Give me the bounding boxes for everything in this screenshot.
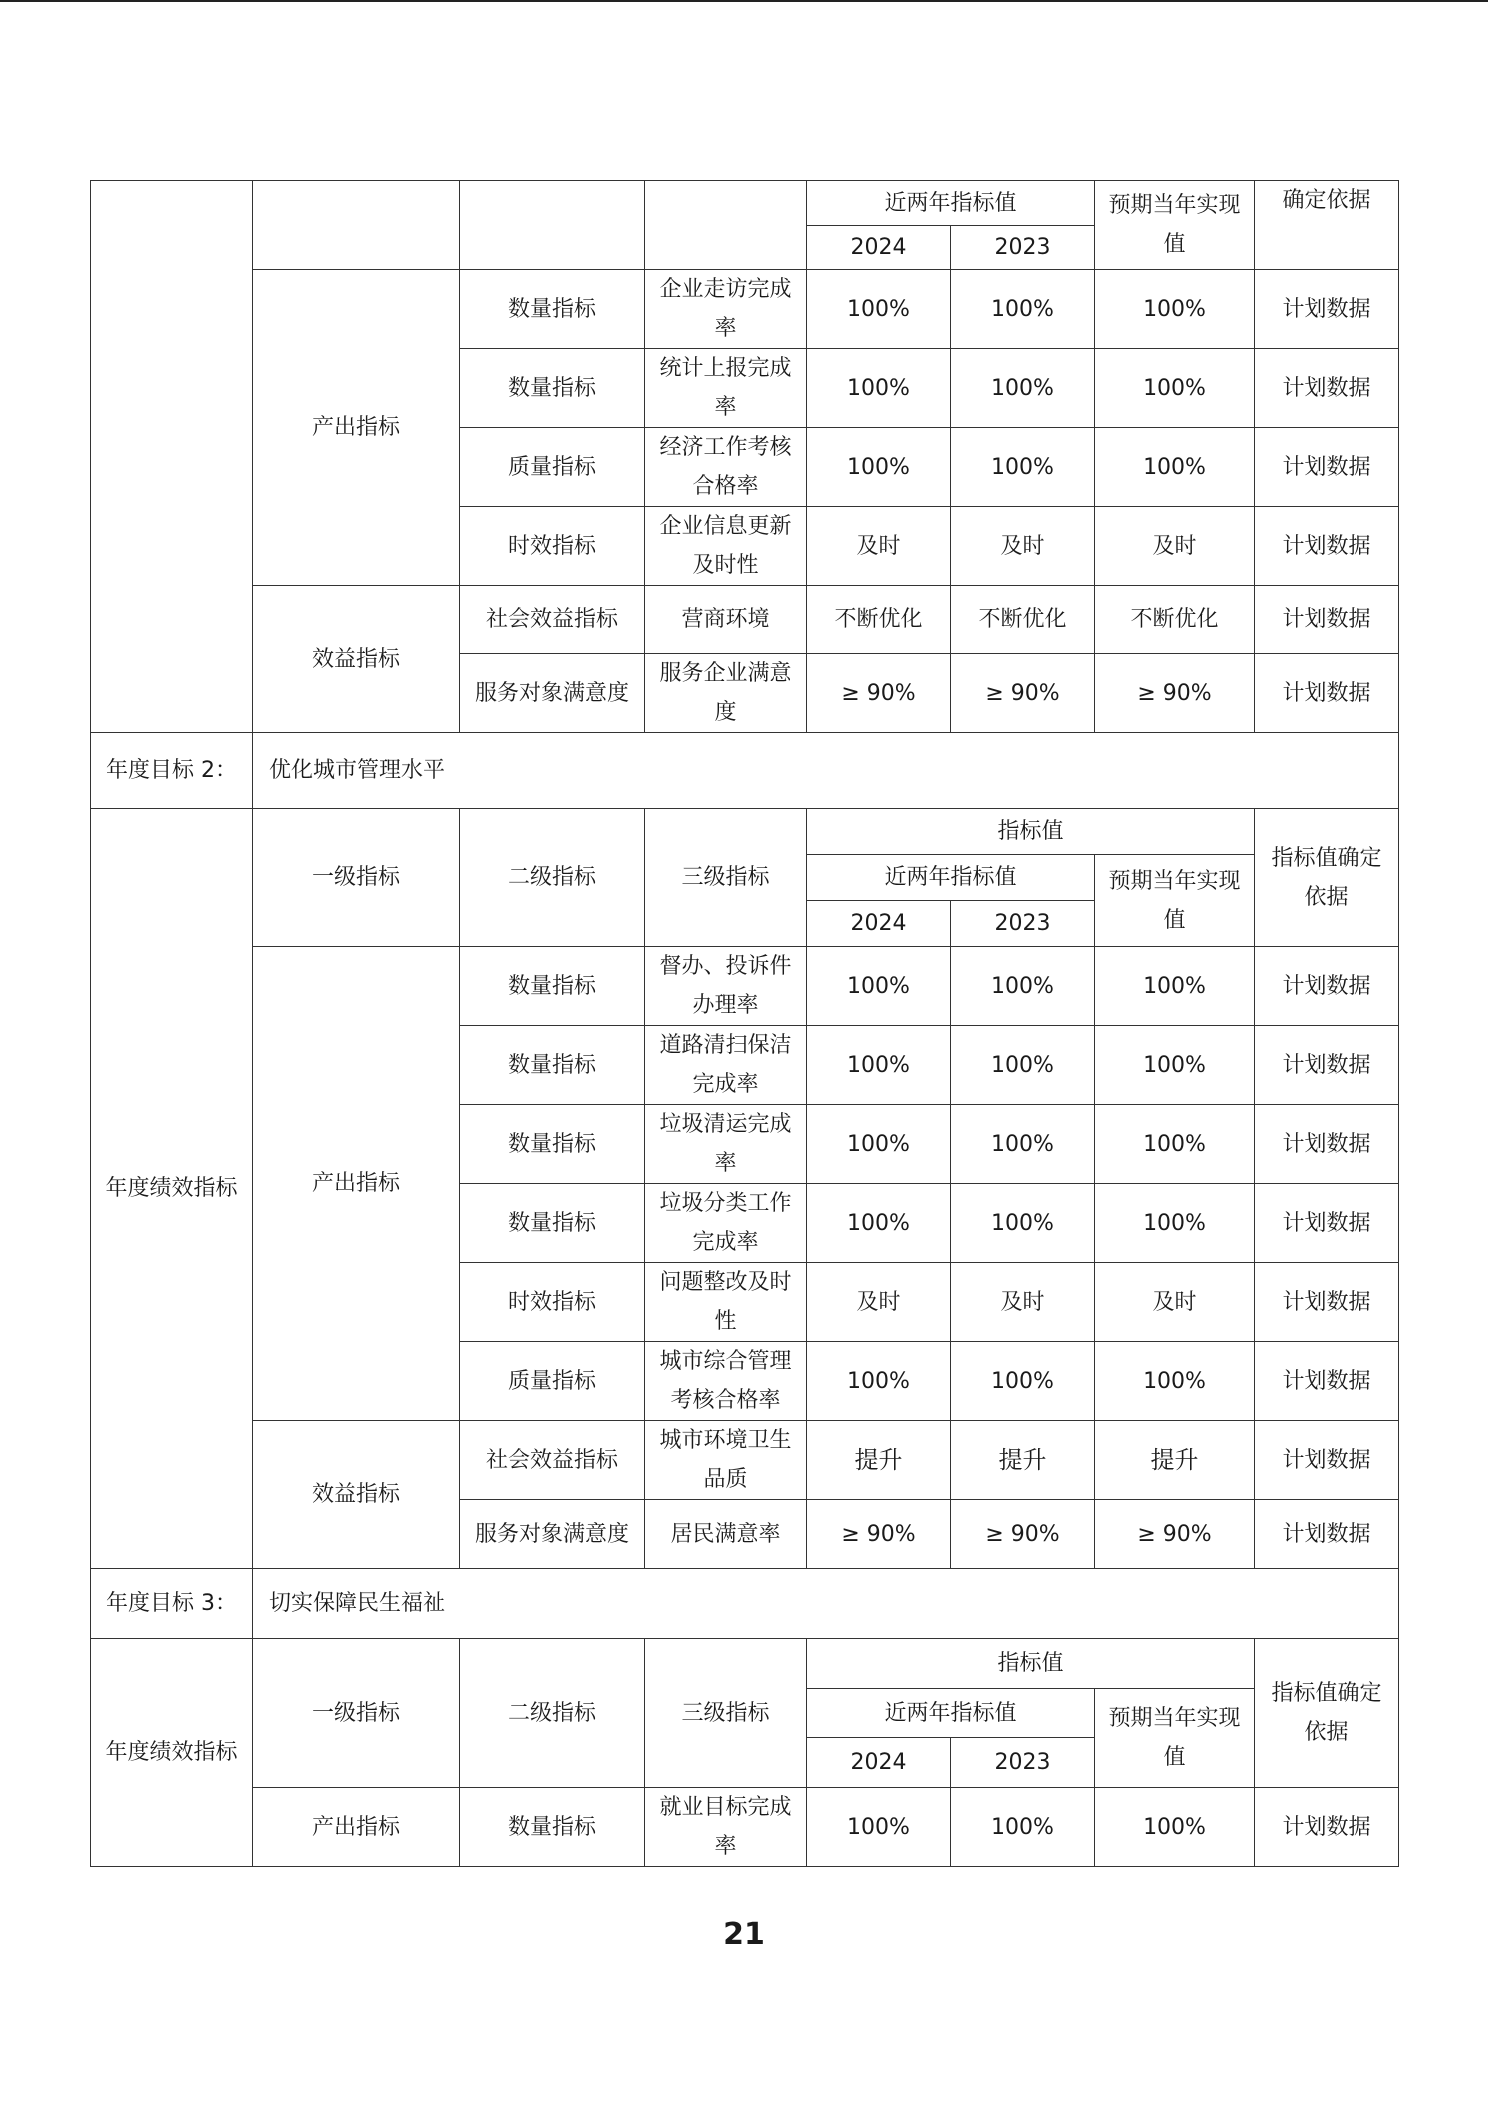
table-row: 效益指标 社会效益指标 城市环境卫生品质 提升 提升 提升 计划数据 (91, 1421, 1399, 1500)
section2-side-label: 年度绩效指标 (91, 809, 253, 1569)
section3-header-l2: 二级指标 (460, 1639, 645, 1788)
section1-header-blank-l3 (645, 181, 807, 270)
table-row: 数量指标 垃圾清运完成率 100% 100% 100% 计划数据 (91, 1105, 1399, 1184)
section3-header-2023: 2023 (951, 1738, 1095, 1788)
section2-group-benefit: 效益指标 (253, 1421, 460, 1569)
goal3-label: 年度目标 3： (91, 1569, 253, 1639)
header-expected: 预期当年实现值 (1095, 181, 1255, 270)
goal2-row (91, 733, 1399, 809)
section1-header-blank-l2 (460, 181, 645, 270)
section2-header-2024: 2024 (807, 901, 951, 947)
table-row: 时效指标 企业信息更新及时性 及时 及时 及时 计划数据 (91, 507, 1399, 586)
table-row: 产出指标 数量指标 就业目标完成率 100% 100% 100% 计划数据 (91, 1788, 1399, 1867)
goal3-text: 切实保障民生福祉 (253, 1569, 1399, 1639)
section3-header-indicator-value: 指标值 (807, 1639, 1255, 1689)
table-row: 服务对象满意度 居民满意率 ≥ 90% ≥ 90% ≥ 90% 计划数据 (91, 1500, 1399, 1569)
table-row: 数量指标 垃圾分类工作完成率 100% 100% 100% 计划数据 (91, 1184, 1399, 1263)
section2-header-2023: 2023 (951, 901, 1095, 947)
section3-header-recent: 近两年指标值 (807, 1689, 1095, 1738)
section2-header-indicator-value: 指标值 (807, 809, 1255, 855)
header-basis: 确定依据 (1255, 181, 1399, 270)
goal2-text: 优化城市管理水平 (253, 733, 1399, 809)
section2-header-l1: 一级指标 (253, 809, 460, 947)
table-row: 时效指标 问题整改及时性 及时 及时 及时 计划数据 (91, 1263, 1399, 1342)
goal3-row (91, 1569, 1399, 1639)
section3-header-expected: 预期当年实现值 (1095, 1689, 1255, 1788)
goal2-label: 年度目标 2： (91, 733, 253, 809)
header-year-2024: 2024 (807, 226, 951, 270)
performance-indicator-table (90, 180, 1399, 1867)
section2-header-basis: 指标值确定依据 (1255, 809, 1399, 947)
section2-header-expected: 预期当年实现值 (1095, 855, 1255, 947)
page-number: 21 (723, 1917, 765, 1952)
table-row: 产出指标 数量指标 督办、投诉件办理率 100% 100% 100% 计划数据 (91, 947, 1399, 1026)
table-row: 数量指标 统计上报完成率 100% 100% 100% 计划数据 (91, 349, 1399, 428)
group-benefit-label: 效益指标 (253, 586, 460, 733)
table-row: 数量指标 道路清扫保洁完成率 100% 100% 100% 计划数据 (91, 1026, 1399, 1105)
section2-header-recent: 近两年指标值 (807, 855, 1095, 901)
section2-group-output: 产出指标 (253, 947, 460, 1421)
section3-header-l3: 三级指标 (645, 1639, 807, 1788)
table-row: 质量指标 经济工作考核合格率 100% 100% 100% 计划数据 (91, 428, 1399, 507)
section1-header-blank-l1 (253, 181, 460, 270)
section3-side-label: 年度绩效指标 (91, 1639, 253, 1867)
section3-header-2024: 2024 (807, 1738, 951, 1788)
section3-header-l1: 一级指标 (253, 1639, 460, 1788)
header-year-2023: 2023 (951, 226, 1095, 270)
group-output-label: 产出指标 (253, 270, 460, 586)
page-top-border (0, 0, 1488, 2)
section2-header-l2: 二级指标 (460, 809, 645, 947)
header-recent-two-years: 近两年指标值 (807, 181, 1095, 226)
section3-header-basis: 指标值确定依据 (1255, 1639, 1399, 1788)
table-row: 服务对象满意度 服务企业满意度 ≥ 90% ≥ 90% ≥ 90% 计划数据 (91, 654, 1399, 733)
section1-side-cell (91, 181, 253, 733)
table-row: 产出指标 数量指标 企业走访完成率 100% 100% 100% 计划数据 (91, 270, 1399, 349)
table-row: 效益指标 社会效益指标 营商环境 不断优化 不断优化 不断优化 计划数据 (91, 586, 1399, 654)
section2-header-l3: 三级指标 (645, 809, 807, 947)
table-row: 质量指标 城市综合管理考核合格率 100% 100% 100% 计划数据 (91, 1342, 1399, 1421)
